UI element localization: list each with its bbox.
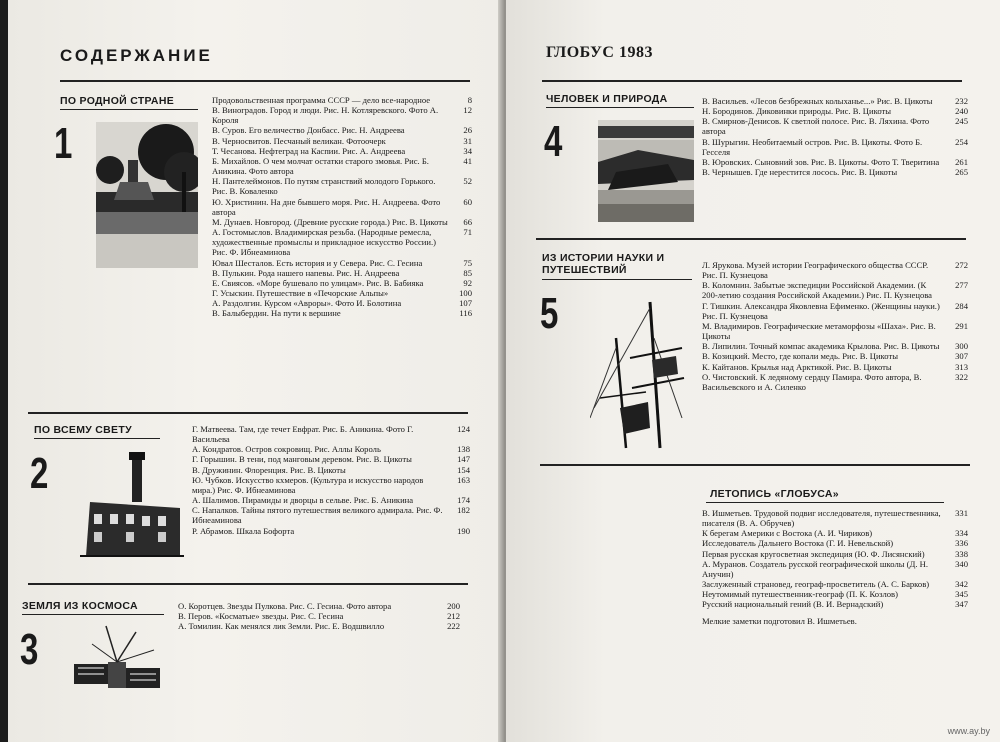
toc-entry[interactable]: В. Козицкий. Место, где копали медь. Рис. В. Цикоты 307 [702,351,968,362]
toc-entry[interactable]: Первая русская кругосветная экспедиция (Ю. Ф. Лисянский) 338 [702,548,968,559]
toc-entry[interactable]: Продовольственная программа СССР — дело все-народное 8 [212,95,472,105]
monument-photo [96,122,198,268]
toc-entry[interactable]: В. Липилин. Точный компас академика Крылова. Рис. В. Цикоты 300 [702,341,968,352]
toc-entry[interactable]: В. Шурыгин. Необитаемый остров. Рис. В. Цикоты. Фото Б. Гесселя 254 [702,136,968,157]
toc-entry[interactable]: Л. Ярукова. Музей истории Географического общества СССР. Рис. П. Кузнецова 272 [702,260,968,281]
section-title-3: ЗЕМЛЯ ИЗ КОСМОСА [22,600,138,612]
section-divider [28,583,468,585]
section-2-entries [192,424,470,536]
toc-entry[interactable]: В. Смирнов-Денисов. К светлой полосе. Рис. В. Ляхина. Фото автора 245 [702,116,968,137]
toc-entry[interactable]: Исследователь Дальнего Востока (Г. И. Невельской) 336 [702,538,968,549]
toc-entry[interactable]: В. Коломнин. Забытые экспедиции Российской Академии. (К 200-летию создания Российской Академии.) Рис. П. Кузнецова 277 [702,280,968,301]
toc-entry[interactable]: Ю. Христинин. На дне бывшего моря. Рис. Н. Андреева. Фото автора 60 [212,196,472,217]
toc-entry[interactable]: Неутомимый путешественник-географ (П. К. Козлов) 345 [702,589,968,600]
toc-entry[interactable]: А. Раздолгин. Курсом «Авроры». Фото И. Болотина 107 [212,298,472,309]
toc-entry[interactable]: О. Коротцев. Звезды Пулкова. Рис. С. Гесина. Фото автора 200 [178,601,460,611]
left-page [8,0,502,742]
toc-entry[interactable]: Р. Абрамов. Шкала Бофорта 190 [192,525,470,536]
toc-entry[interactable]: А. Шалимов. Пирамиды и дворцы в сельве. Рис. Б. Аникина 174 [192,495,470,506]
toc-entry[interactable]: В. Перов. «Косматые» звезды. Рис. С. Гесина 212 [178,611,460,622]
globus-1983-logo: ГЛОБУС 1983 [546,44,653,61]
satellite-drawing [70,622,166,698]
toc-entry[interactable]: Заслуженный страновед, географ-просветитель (А. С. Барков) 342 [702,579,968,590]
section-1-entries [212,95,472,318]
section-title-4: ЧЕЛОВЕК И ПРИРОДА [546,93,668,105]
section-divider [536,238,966,240]
header-rule [542,80,962,82]
toc-entry[interactable]: Г. Усыскин. Путешествие в «Печорские Альпы» 100 [212,287,472,298]
toc-entry[interactable]: С. Напалков. Тайны пятого путешествия великого адмирала. Рис. Ф. Ибнеаминова 182 [192,505,470,526]
toc-entry[interactable]: В. Суров. Его величество Донбасс. Рис. Н. Андреева 26 [212,125,472,136]
toc-entry[interactable]: В. Чернышев. Где нерестится лосось. Рис. В. Цикоты 265 [702,167,968,178]
watermark: www.ay.by [947,726,990,736]
footnote: Мелкие заметки подготовил В. Ишметьев. [702,615,857,626]
toc-entry[interactable]: В. Юровских. Сыновний зов. Рис. В. Цикоты. Фото Т. Тверитина 261 [702,156,968,167]
toc-entry[interactable]: В. Дружинин. Флоренция. Рис. В. Цикоты 154 [192,464,470,475]
section-rule [60,109,198,110]
toc-entry[interactable]: В. Балыбердин. На пути к вершине 116 [212,308,472,319]
toc-entry[interactable]: Н. Бородинов. Диковинки природы. Рис. В. Цикоты 240 [702,106,968,117]
section-4-entries [702,96,968,177]
section-number-3: 3 [20,625,39,674]
toc-entry[interactable]: М. Владимиров. Географические метаморфозы «Шаха». Рис. В. Цикоты 291 [702,320,968,342]
toc-entry[interactable]: Г. Матвеева. Там, где течет Евфрат. Рис. Б. Аникина. Фото Г. Васильева 124 [192,424,470,445]
toc-entry[interactable]: К берегам Америки с Востока (А. И. Чириков) 334 [702,528,968,539]
toc-entry[interactable]: Н. Пантелеймонов. По путям странствий молодого Горького. Рис. В. Коваленко 52 [212,176,472,197]
toc-entry[interactable]: А. Томилин. Как менялся лик Земли. Рис. Е. Водшвилло 222 [178,621,460,632]
toc-entry[interactable]: К. Кайтанов. Крылья над Арктикой. Рис. В. Цикоты 313 [702,361,968,372]
toc-entry[interactable]: В. Пулькин. Рода нашего напевы. Рис. Н. Андреева 85 [212,267,472,278]
toc-entry[interactable]: Ювал Шесталов. Есть история и у Севера. Рис. С. Гесина 75 [212,257,472,268]
section-rule [542,279,692,280]
toc-entry[interactable]: О. Чистовский. К ледяному сердцу Памира. Фото автора, В. Васильевского и А. Силенко 322 [702,371,968,392]
section-number-5: 5 [540,289,559,338]
toc-entry[interactable]: А. Кондратов. Остров сокровищ. Рис. Аллы Король 138 [192,444,470,455]
section-rule [22,614,164,615]
toc-entry[interactable]: М. Дунаев. Новгород. (Древние русские города.) Рис. В. Цикоты 66 [212,216,472,227]
toc-entry[interactable]: Русский национальный гений (В. И. Вернадский) 347 [702,599,968,610]
toc-entry[interactable]: А. Муранов. Создатель русской географической школы (Д. Н. Анучин) 340 [702,558,968,579]
letopis-entries [702,508,968,626]
section-rule [546,107,694,108]
section-number-2: 2 [30,449,49,498]
toc-entry[interactable]: Б. Михайлов. О чем молчат остатки старого змовья. Рис. Б. Аникина. Фото автора 41 [212,155,472,177]
toc-entry[interactable]: В. Васильев. «Лесов безбрежных колыханье...» Рис. В. Цикоты 232 [702,96,968,106]
toc-entry[interactable]: Т. Чесанова. Нефтеград на Каспии. Рис. А. Андреева 34 [212,145,472,156]
toc-entry[interactable]: Ю. Чубков. Искусство кхмеров. (Культура и искусство народов мира.) Рис. Ф. Ибнеаминова 163 [192,474,470,495]
section-5-entries [702,260,968,392]
toc-entry[interactable]: А. Гостомыслов. Владимирская резьба. (Народные ремесла, художественные промыслы и прикладное искусство России.) Рис. Ф. Ибнеаминова 71 [212,227,472,258]
section-title-2: ПО ВСЕМУ СВЕТУ [34,424,132,436]
toc-entry[interactable]: В. Ишметьев. Трудовой подвиг исследователя, путешественника, писателя (В. А. Обручев) 331 [702,508,968,529]
section-3-entries [178,601,460,631]
section-divider [540,464,970,466]
toc-entry[interactable]: Е. Свиясов. «Море бушевало по улицам». Рис. В. Бабияка 92 [212,277,472,288]
section-number-4: 4 [544,117,563,166]
section-title-1: ПО РОДНОЙ СТРАНЕ [60,95,175,107]
section-number-1: 1 [54,119,73,168]
section-rule [706,502,944,503]
toc-entry[interactable]: Г. Тишкин. Александра Яковлевна Ефименко. (Женщины науки.) Рис. П. Кузнецова 284 [702,300,968,321]
section-title-letopis: ЛЕТОПИСЬ «ГЛОБУСА» [710,488,839,500]
section-divider [28,412,468,414]
sailing-ship-drawing [590,298,686,454]
right-page [506,0,1000,742]
river-landscape-photo [598,120,694,222]
page-header: СОДЕРЖАНИЕ [60,46,213,65]
section-title-5: ИЗ ИСТОРИИ НАУКИ И ПУТЕШЕСТВИЙ [542,252,665,276]
toc-entry[interactable]: В. Виноградов. Город и люди. Рис. Н. Котляревского. Фото А. Короля 12 [212,105,472,126]
section-rule [34,438,160,439]
header-rule [60,80,470,82]
toc-entry[interactable]: В. Черносвитов. Песчаный великан. Фотоочерк 31 [212,135,472,146]
florence-palace-drawing [80,452,184,560]
toc-entry[interactable]: Г. Горышин. В тени, под манговым деревом. Рис. В. Цикоты 147 [192,454,470,465]
